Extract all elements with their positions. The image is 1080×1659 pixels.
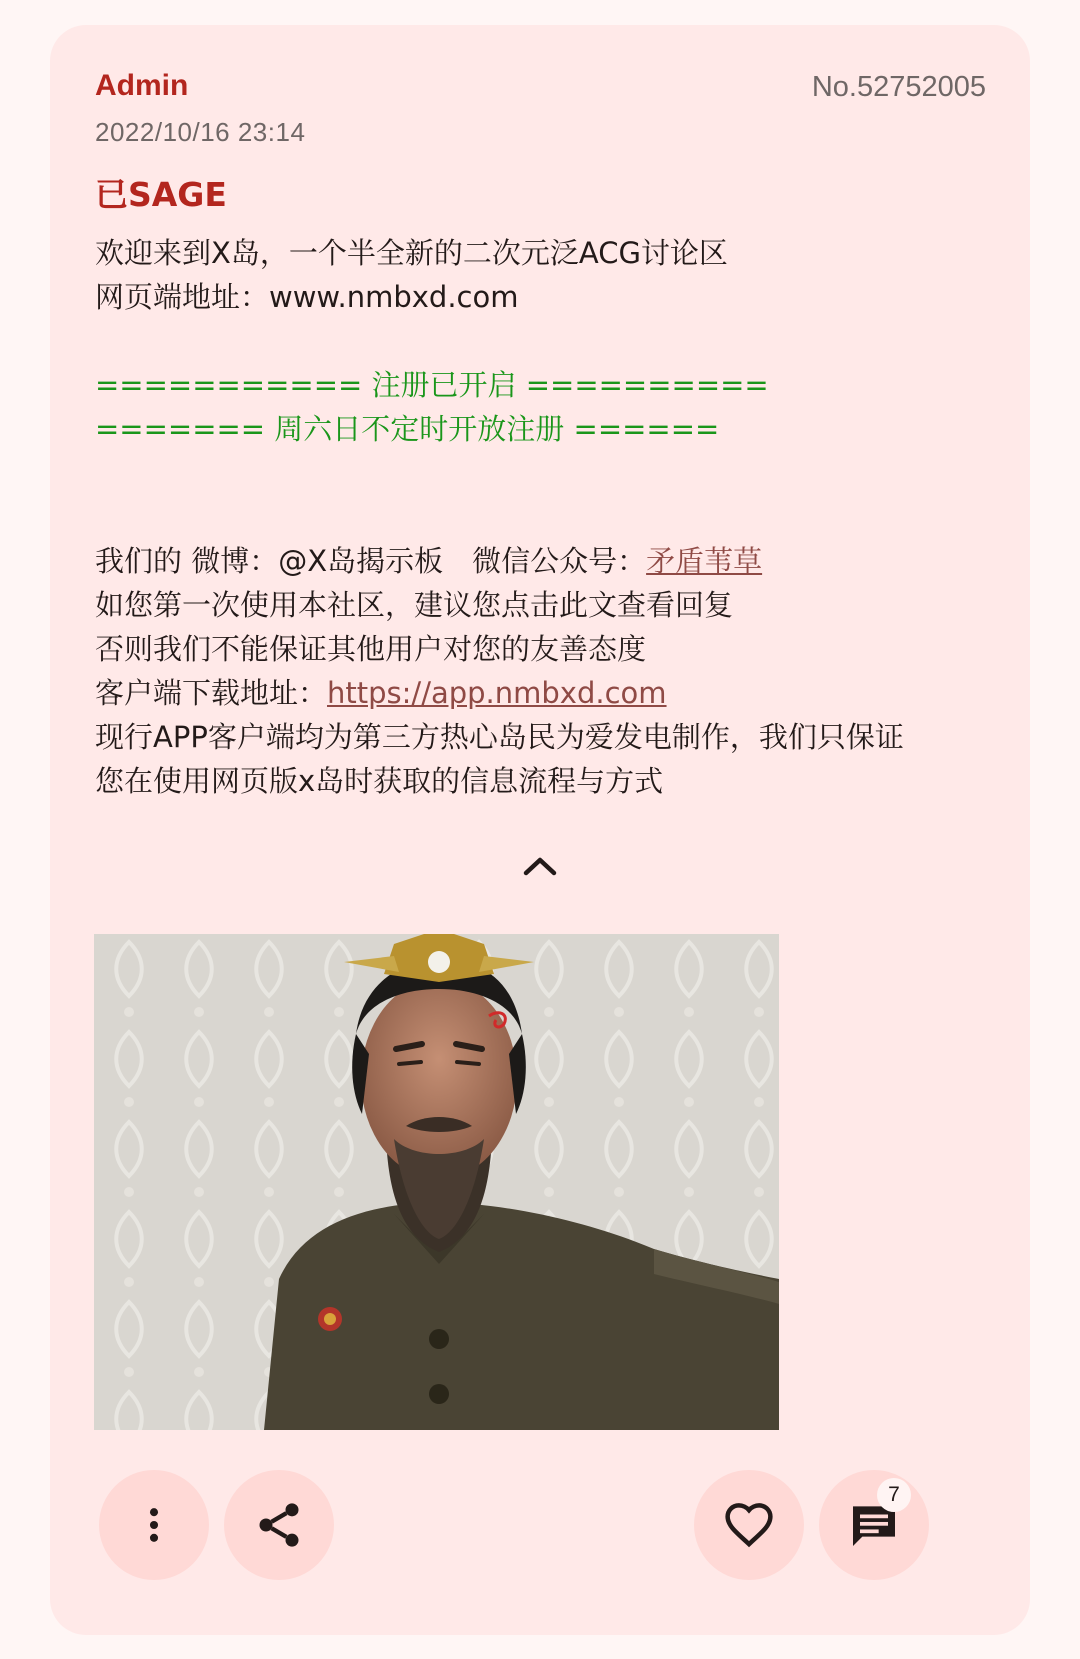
sage-label: 已SAGE <box>95 175 227 214</box>
reply-count-badge: 7 <box>877 1478 911 1512</box>
content-line: 现行APP客户端均为第三方热心岛民为爱发电制作，我们只保证 <box>95 720 904 754</box>
blank-line <box>95 495 995 539</box>
content-line: 否则我们不能保证其他用户对您的友善态度 <box>95 632 647 666</box>
share-button[interactable] <box>224 1470 334 1580</box>
post-number[interactable]: No.52752005 <box>811 71 986 103</box>
heart-icon <box>722 1498 776 1552</box>
post-image[interactable] <box>94 934 779 1430</box>
download-text: 客户端下载地址： <box>95 676 328 710</box>
collapse-icon[interactable] <box>520 851 560 881</box>
content-line: 网页端地址：www.nmbxd.com <box>95 280 519 314</box>
post-timestamp: 2022/10/16 23:14 <box>95 117 306 147</box>
author-name[interactable]: Admin <box>95 69 189 102</box>
content-line: 您在使用网页版x岛时获取的信息流程与方式 <box>95 764 664 798</box>
weibo-text: 我们的 微博：@X岛揭示板 微信公众号： <box>95 544 647 578</box>
content-line: 如您第一次使用本社区，建议您点击此文查看回复 <box>95 588 734 622</box>
more-button[interactable] <box>99 1470 209 1580</box>
more-vertical-icon <box>132 1503 176 1547</box>
download-link[interactable]: https://app.nmbxd.com <box>327 676 667 710</box>
post-content <box>95 231 995 803</box>
blank-line <box>95 319 995 363</box>
notice-line: =========== 注册已开启 ========== <box>95 368 769 402</box>
reply-button[interactable] <box>819 1470 929 1580</box>
post-card[interactable] <box>50 25 1030 1635</box>
social-line <box>95 539 995 583</box>
like-button[interactable] <box>694 1470 804 1580</box>
download-line <box>95 671 995 715</box>
content-line: 欢迎来到X岛，一个半全新的二次元泛ACG讨论区 <box>95 236 728 270</box>
wechat-link[interactable]: 矛盾苇草 <box>646 544 763 578</box>
notice-line: ======= 周六日不定时开放注册 ====== <box>95 412 720 446</box>
blank-line <box>95 451 995 495</box>
share-icon <box>253 1499 305 1551</box>
